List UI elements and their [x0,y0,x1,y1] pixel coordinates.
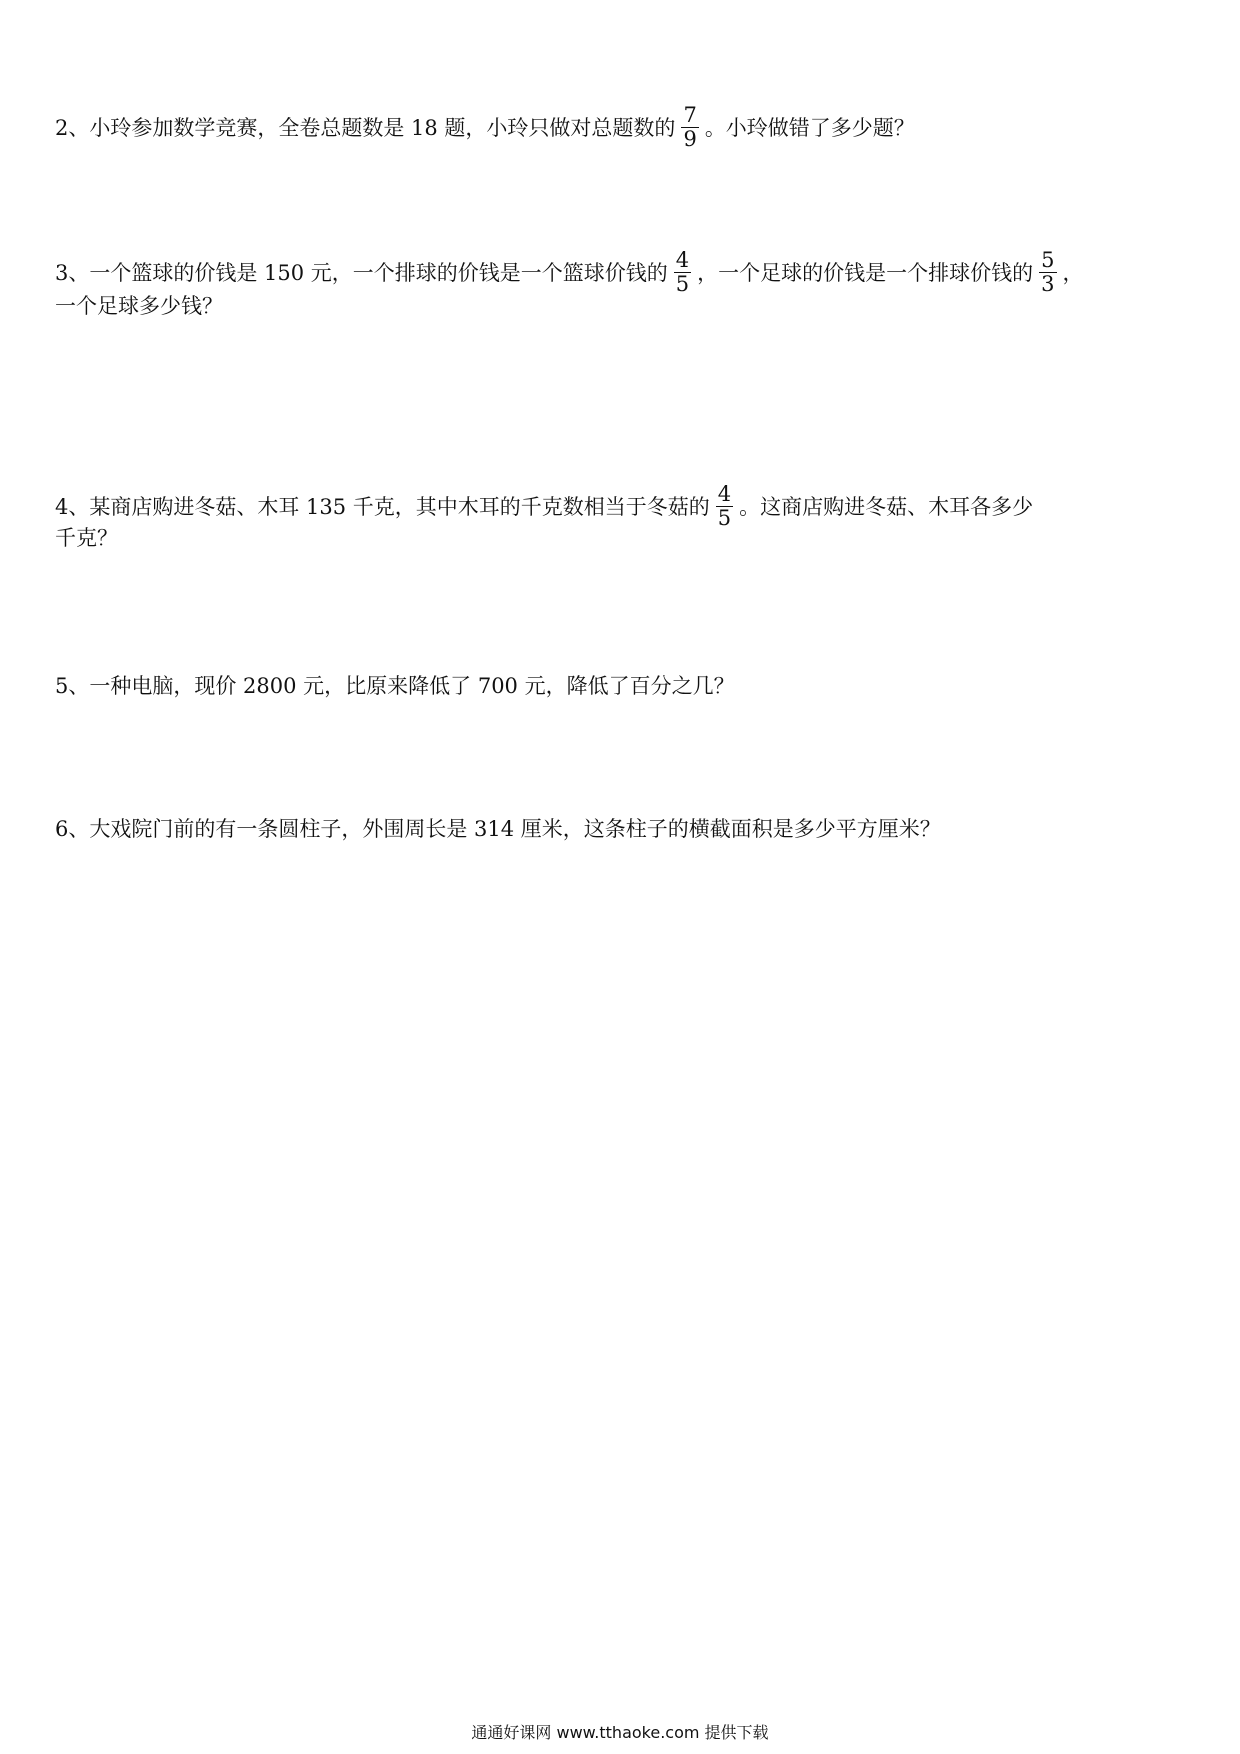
problem-3-text-mid: ，一个足球的价钱是一个排球价钱的 [697,261,1034,286]
fraction-denominator: 3 [1041,272,1055,297]
problem-3-fraction-2 [1039,249,1056,296]
fraction-numerator: 5 [1041,248,1055,272]
fraction-numerator: 4 [717,482,732,506]
problem-5-line-1: 5、一种电脑，现价 2800 元，比原来降低了 700 元，降低了百分之几？ [55,674,735,698]
problem-4-text-before: 4、某商店购进冬菇、木耳 135 千克，其中木耳的千克数相当于冬菇的 [55,495,710,520]
problem-3-text-before: 3、一个篮球的价钱是 150 元，一个排球的价钱是一个篮球价钱的 [55,261,668,286]
fraction-denominator: 5 [675,272,690,297]
problem-3-fraction-1 [674,249,691,296]
problem-4-text-after: 。这商店购进冬菇、木耳各多少 [739,495,1034,520]
fraction-denominator: 5 [717,506,732,531]
page-footer: 通通好课网 www.tthaoke.com 提供下载 [471,1723,769,1742]
problem-6-line-1: 6、大戏院门前的有一条圆柱子，外围周长是 314 厘米，这条柱子的横截面积是多少平方厘米？ [55,817,941,841]
problem-4-line-1 [55,482,1034,532]
problem-3-line-2: 一个足球多少钱？ [55,294,223,318]
problem-2-text-before: 2、小玲参加数学竞赛，全卷总题数是 18 题，小玲只做对总题数的 [55,116,676,141]
problem-4-fraction [716,483,733,530]
problem-3-line-1 [55,248,1084,298]
problem-2-fraction [681,104,698,151]
fraction-numerator: 7 [683,103,697,127]
problem-2-text-after: 。小玲做错了多少题？ [704,116,915,141]
problem-3-text-after: ， [1062,261,1084,286]
fraction-denominator: 9 [683,127,697,152]
fraction-numerator: 4 [675,248,690,272]
problem-4-line-2: 千克？ [55,526,118,550]
problem-2-line-1 [55,103,915,153]
